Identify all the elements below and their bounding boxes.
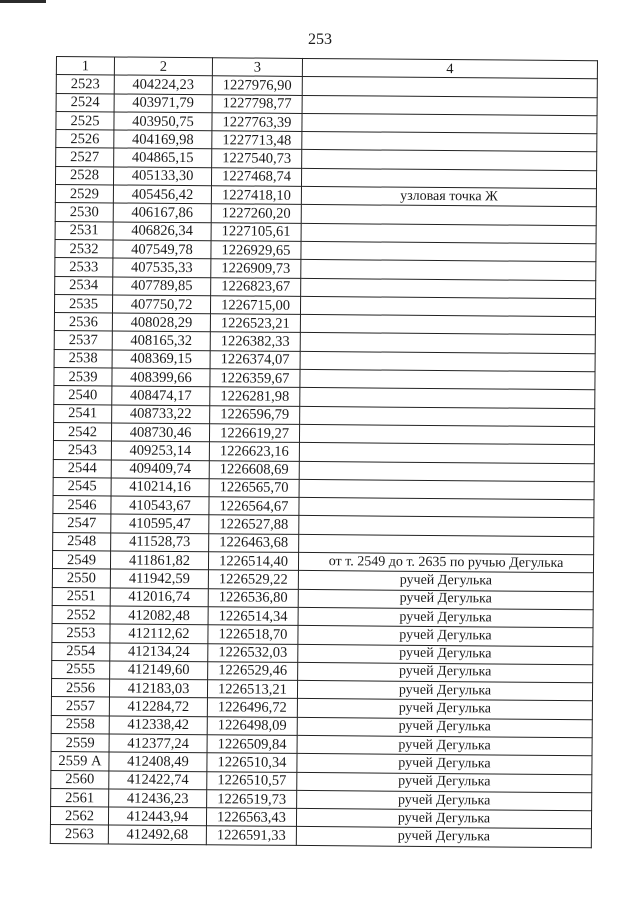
y-coordinate-cell: 1226596,79 bbox=[210, 405, 300, 424]
point-number-cell: 2527 bbox=[56, 148, 114, 167]
point-number-cell: 2539 bbox=[54, 368, 112, 387]
description-cell bbox=[301, 241, 596, 262]
y-coordinate-cell: 1226563,43 bbox=[206, 808, 296, 827]
point-number-cell: 2533 bbox=[55, 258, 113, 277]
description-cell: ручей Дегулька bbox=[298, 589, 593, 610]
y-coordinate-cell: 1226374,07 bbox=[210, 350, 300, 369]
y-coordinate-cell: 1226514,34 bbox=[208, 607, 298, 626]
point-number-cell: 2528 bbox=[55, 166, 113, 185]
x-coordinate-cell: 411528,73 bbox=[111, 533, 209, 552]
x-coordinate-cell: 412149,60 bbox=[110, 661, 208, 680]
point-number-cell: 2543 bbox=[53, 441, 111, 460]
point-number-cell: 2534 bbox=[55, 276, 113, 295]
y-coordinate-cell: 1226510,34 bbox=[207, 753, 297, 772]
x-coordinate-cell: 412016,74 bbox=[110, 588, 208, 607]
description-cell: ручей Дегулька bbox=[297, 754, 592, 775]
x-coordinate-cell: 411861,82 bbox=[110, 551, 208, 570]
table-row bbox=[50, 825, 591, 848]
y-coordinate-cell: 1226527,88 bbox=[209, 515, 299, 534]
point-number-cell: 2537 bbox=[54, 331, 112, 350]
description-cell bbox=[301, 260, 596, 281]
point-number-cell: 2549 bbox=[52, 551, 110, 570]
point-number-cell: 2525 bbox=[56, 111, 114, 130]
description-cell bbox=[300, 296, 595, 317]
point-number-cell: 2535 bbox=[54, 294, 112, 313]
description-cell bbox=[301, 278, 596, 299]
point-number-cell: 2531 bbox=[55, 221, 113, 240]
y-coordinate-cell: 1226564,67 bbox=[209, 497, 299, 516]
description-cell bbox=[301, 223, 596, 244]
coordinates-table bbox=[50, 56, 598, 848]
y-coordinate-cell: 1226608,69 bbox=[209, 460, 299, 479]
point-number-cell: 2550 bbox=[52, 569, 110, 588]
x-coordinate-cell: 407549,78 bbox=[113, 240, 211, 259]
x-coordinate-cell: 406167,86 bbox=[113, 203, 211, 222]
description-cell: узловая точка Ж bbox=[301, 187, 596, 208]
y-coordinate-cell: 1227468,74 bbox=[211, 168, 301, 187]
point-number-cell: 2556 bbox=[51, 679, 109, 698]
y-coordinate-cell: 1226514,40 bbox=[208, 552, 298, 571]
point-number-cell: 2555 bbox=[52, 660, 110, 679]
x-coordinate-cell: 412112,62 bbox=[110, 624, 208, 643]
y-coordinate-cell: 1226529,46 bbox=[208, 662, 298, 681]
table-body bbox=[50, 75, 597, 848]
page-number: 253 bbox=[308, 31, 332, 48]
point-number-cell: 2559 bbox=[51, 733, 109, 752]
y-coordinate-cell: 1226281,98 bbox=[210, 387, 300, 406]
description-cell: ручей Дегулька bbox=[298, 662, 593, 683]
x-coordinate-cell: 407789,85 bbox=[113, 277, 211, 296]
point-number-cell: 2553 bbox=[52, 624, 110, 643]
x-coordinate-cell: 412408,49 bbox=[109, 752, 207, 771]
y-coordinate-cell: 1227713,48 bbox=[212, 131, 302, 150]
description-cell bbox=[300, 351, 595, 372]
point-number-cell: 2552 bbox=[52, 605, 110, 624]
point-number-cell: 2560 bbox=[51, 770, 109, 789]
y-coordinate-cell: 1227418,10 bbox=[211, 186, 301, 205]
x-coordinate-cell: 407535,33 bbox=[113, 258, 211, 277]
description-cell bbox=[302, 95, 597, 116]
description-cell bbox=[300, 388, 595, 409]
y-coordinate-cell: 1226532,03 bbox=[208, 643, 298, 662]
y-coordinate-cell: 1226929,65 bbox=[211, 241, 301, 260]
y-coordinate-cell: 1226518,70 bbox=[208, 625, 298, 644]
x-coordinate-cell: 408474,17 bbox=[112, 386, 210, 405]
y-coordinate-cell: 1227798,77 bbox=[212, 94, 302, 113]
y-coordinate-cell: 1226496,72 bbox=[207, 698, 297, 717]
description-cell: ручей Дегулька bbox=[297, 681, 592, 702]
y-coordinate-cell: 1226382,33 bbox=[210, 332, 300, 351]
description-cell bbox=[302, 77, 597, 98]
description-cell: ручей Дегулька bbox=[297, 699, 592, 720]
point-number-cell: 2540 bbox=[54, 386, 112, 405]
x-coordinate-cell: 403950,75 bbox=[114, 112, 212, 131]
x-coordinate-cell: 404169,98 bbox=[114, 130, 212, 149]
y-coordinate-cell: 1227260,20 bbox=[211, 204, 301, 223]
description-cell bbox=[302, 113, 597, 134]
y-coordinate-cell: 1226510,57 bbox=[207, 771, 297, 790]
scan-edge-mark bbox=[0, 0, 46, 3]
x-coordinate-cell: 404865,15 bbox=[114, 148, 212, 167]
y-coordinate-cell: 1226565,70 bbox=[209, 479, 299, 498]
description-cell bbox=[302, 132, 597, 153]
x-coordinate-cell: 409409,74 bbox=[111, 459, 209, 478]
description-cell bbox=[299, 443, 594, 464]
x-coordinate-cell: 408399,66 bbox=[112, 368, 210, 387]
point-number-cell: 2557 bbox=[51, 697, 109, 716]
x-coordinate-cell: 410543,67 bbox=[111, 496, 209, 515]
point-number-cell: 2541 bbox=[54, 404, 112, 423]
description-cell bbox=[299, 479, 594, 500]
x-coordinate-cell: 412284,72 bbox=[109, 697, 207, 716]
y-coordinate-cell: 1226529,22 bbox=[208, 570, 298, 589]
y-coordinate-cell: 1226619,27 bbox=[209, 424, 299, 443]
point-number-cell: 2551 bbox=[52, 587, 110, 606]
point-number-cell: 2562 bbox=[50, 807, 108, 826]
x-coordinate-cell: 408165,32 bbox=[112, 331, 210, 350]
x-coordinate-cell: 408730,46 bbox=[111, 423, 209, 442]
y-coordinate-cell: 1226715,00 bbox=[210, 296, 300, 315]
x-coordinate-cell: 404224,23 bbox=[114, 75, 212, 94]
point-number-cell: 2536 bbox=[54, 313, 112, 332]
x-coordinate-cell: 410214,16 bbox=[111, 478, 209, 497]
description-cell: ручей Дегулька bbox=[297, 790, 592, 811]
description-cell: ручей Дегулька bbox=[298, 607, 593, 628]
point-number-cell: 2532 bbox=[55, 239, 113, 258]
y-coordinate-cell: 1227763,39 bbox=[212, 113, 302, 132]
description-cell bbox=[300, 369, 595, 390]
y-coordinate-cell: 1226909,73 bbox=[211, 259, 301, 278]
description-cell: от т. 2549 до т. 2635 по ручью Дегулька bbox=[298, 552, 593, 573]
x-coordinate-cell: 412492,68 bbox=[108, 825, 206, 844]
x-coordinate-cell: 407750,72 bbox=[112, 295, 210, 314]
point-number-cell: 2554 bbox=[52, 642, 110, 661]
header-col-3: 3 bbox=[212, 58, 302, 77]
y-coordinate-cell: 1226513,21 bbox=[207, 680, 297, 699]
point-number-cell: 2544 bbox=[53, 459, 111, 478]
y-coordinate-cell: 1227540,73 bbox=[212, 149, 302, 168]
point-number-cell: 2538 bbox=[54, 349, 112, 368]
x-coordinate-cell: 412183,03 bbox=[109, 679, 207, 698]
x-coordinate-cell: 408028,29 bbox=[112, 313, 210, 332]
x-coordinate-cell: 411942,59 bbox=[110, 569, 208, 588]
header-col-2: 2 bbox=[114, 57, 212, 76]
description-cell: ручей Дегулька bbox=[298, 571, 593, 592]
x-coordinate-cell: 408733,22 bbox=[112, 405, 210, 424]
point-number-cell: 2545 bbox=[53, 477, 111, 496]
y-coordinate-cell: 1226509,84 bbox=[207, 735, 297, 754]
y-coordinate-cell: 1226523,21 bbox=[210, 314, 300, 333]
point-number-cell: 2558 bbox=[51, 715, 109, 734]
x-coordinate-cell: 410595,47 bbox=[111, 514, 209, 533]
description-cell: ручей Дегулька bbox=[298, 644, 593, 665]
point-number-cell: 2530 bbox=[55, 203, 113, 222]
x-coordinate-cell: 412422,74 bbox=[109, 771, 207, 790]
point-number-cell: 2563 bbox=[50, 825, 108, 844]
point-number-cell: 2548 bbox=[53, 532, 111, 551]
x-coordinate-cell: 408369,15 bbox=[112, 350, 210, 369]
x-coordinate-cell: 412134,24 bbox=[110, 642, 208, 661]
x-coordinate-cell: 412082,48 bbox=[110, 606, 208, 625]
y-coordinate-cell: 1226498,09 bbox=[207, 716, 297, 735]
y-coordinate-cell: 1226519,73 bbox=[207, 790, 297, 809]
description-cell bbox=[299, 461, 594, 482]
description-cell bbox=[300, 406, 595, 427]
y-coordinate-cell: 1226536,80 bbox=[208, 588, 298, 607]
description-cell bbox=[299, 498, 594, 519]
y-coordinate-cell: 1227976,90 bbox=[212, 76, 302, 95]
description-cell: ручей Дегулька bbox=[298, 626, 593, 647]
description-cell: ручей Дегулька bbox=[297, 772, 592, 793]
description-cell: ручей Дегулька bbox=[296, 827, 591, 848]
x-coordinate-cell: 412436,23 bbox=[109, 789, 207, 808]
description-cell bbox=[299, 534, 594, 555]
description-cell: ручей Дегулька bbox=[297, 717, 592, 738]
description-cell: ручей Дегулька bbox=[297, 735, 592, 756]
x-coordinate-cell: 403971,79 bbox=[114, 94, 212, 113]
point-number-cell: 2523 bbox=[56, 75, 114, 94]
y-coordinate-cell: 1226823,67 bbox=[211, 277, 301, 296]
y-coordinate-cell: 1226623,16 bbox=[209, 442, 299, 461]
description-cell bbox=[302, 150, 597, 171]
x-coordinate-cell: 406826,34 bbox=[113, 222, 211, 241]
description-cell bbox=[300, 315, 595, 336]
point-number-cell: 2526 bbox=[56, 130, 114, 149]
point-number-cell: 2542 bbox=[53, 422, 111, 441]
header-col-1: 1 bbox=[56, 57, 114, 76]
x-coordinate-cell: 412377,24 bbox=[109, 734, 207, 753]
header-col-4: 4 bbox=[302, 58, 597, 79]
x-coordinate-cell: 405456,42 bbox=[113, 185, 211, 204]
y-coordinate-cell: 1226359,67 bbox=[210, 369, 300, 388]
description-cell bbox=[299, 424, 594, 445]
y-coordinate-cell: 1227105,61 bbox=[211, 222, 301, 241]
x-coordinate-cell: 412338,42 bbox=[109, 716, 207, 735]
x-coordinate-cell: 409253,14 bbox=[111, 441, 209, 460]
point-number-cell: 2546 bbox=[53, 496, 111, 515]
y-coordinate-cell: 1226463,68 bbox=[209, 533, 299, 552]
point-number-cell: 2547 bbox=[53, 514, 111, 533]
description-cell: ручей Дегулька bbox=[296, 809, 591, 830]
y-coordinate-cell: 1226591,33 bbox=[206, 826, 296, 845]
x-coordinate-cell: 412443,94 bbox=[108, 807, 206, 826]
point-number-cell: 2529 bbox=[55, 185, 113, 204]
description-cell bbox=[300, 333, 595, 354]
point-number-cell: 2524 bbox=[56, 93, 114, 112]
point-number-cell: 2561 bbox=[51, 788, 109, 807]
description-cell bbox=[299, 516, 594, 537]
x-coordinate-cell: 405133,30 bbox=[113, 167, 211, 186]
description-cell bbox=[301, 168, 596, 189]
point-number-cell: 2559 А bbox=[51, 752, 109, 771]
description-cell bbox=[301, 205, 596, 226]
